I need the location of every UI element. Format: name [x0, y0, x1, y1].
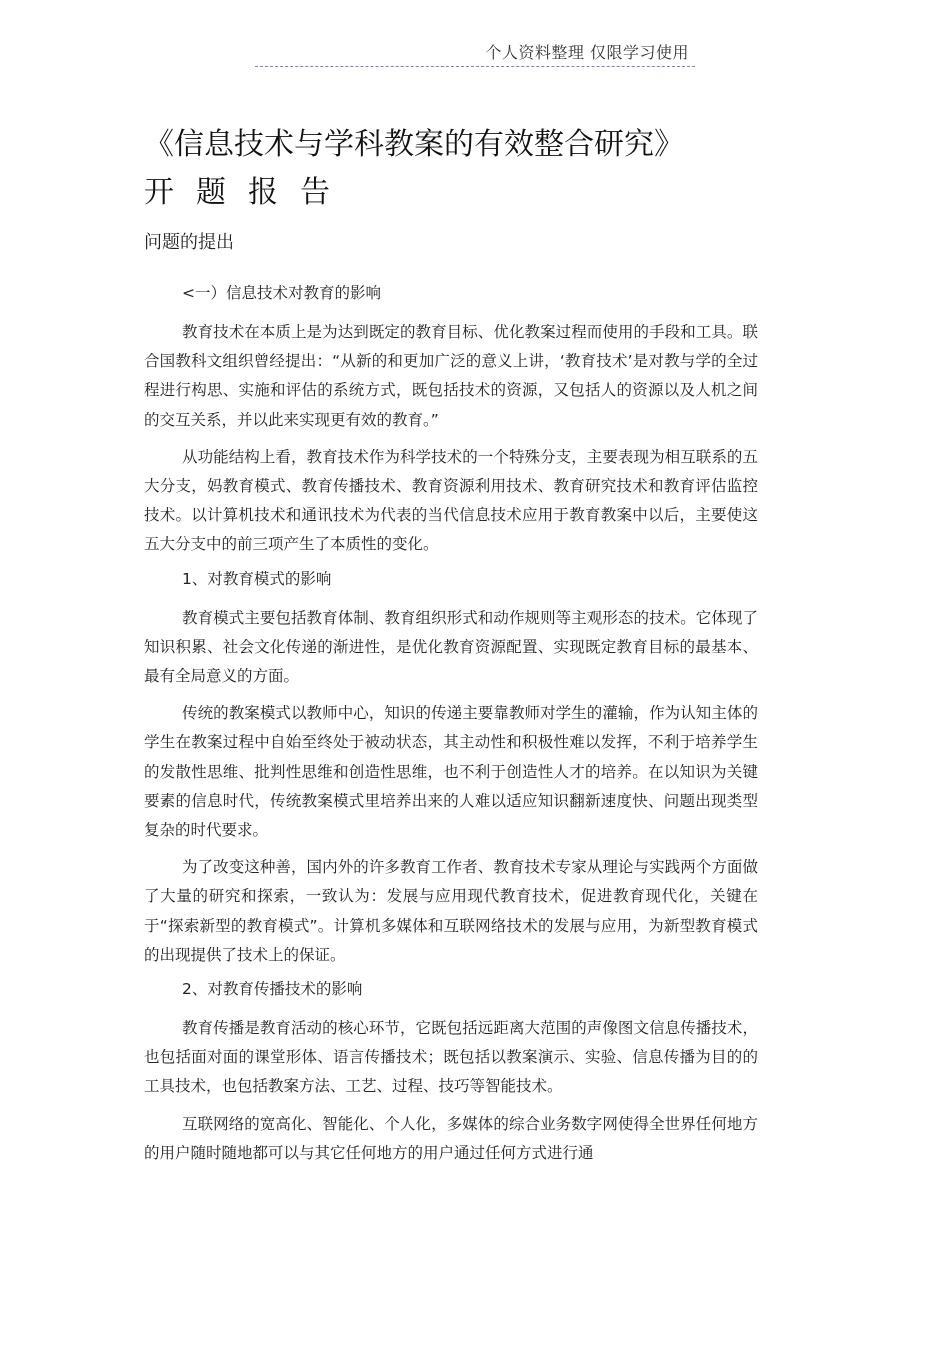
subsection-heading: 2、对教育传播技术的影响 — [182, 980, 363, 999]
document-title: 《信息技术与学科教案的有效整合研究》 — [144, 127, 684, 162]
section-heading: 问题的提出 — [144, 232, 234, 253]
paragraph: 传统的教案模式以教师中心，知识的传递主要靠教师对学生的灌输，作为认知主体的学生在教案过程中自始至终处于被动状态，其主动性和积极性难以发挥，不利于培养学生的发散性思维、批判性思维和创造性思维，也不利于创造性人才的培养。在以知识为关键要素的信息时代，传统教案模式里培养出来的人难以适应知识翻新速度快、问题出现类型复杂的时代要求。 — [144, 704, 758, 840]
header-text: 个人资料整理 仅限学习使用 — [485, 43, 689, 62]
paragraph: 教育传播是教育活动的核心环节，它既包括远距离大范围的声像图文信息传播技术，也包括面对面的课堂形体、语言传播技术；既包括以教案演示、实验、信息传播为目的的工具技术，也包括教案方法、工艺、过程、技巧等智能技术。 — [144, 1019, 758, 1096]
document-subtitle: 开题报告 — [144, 175, 352, 210]
paragraph: 教育模式主要包括教育体制、教育组织形式和动作规则等主观形态的技术。它体现了知识积累、社会文化传递的渐进性，是优化教育资源配置、实现既定教育目标的最基本、最有全局意义的方面。 — [144, 608, 758, 686]
paragraph: 为了改变这种善，国内外的许多教育工作者、教育技术专家从理论与实践两个方面做了大量的研究和探索，一致认为：发展与应用现代教育技术，促进教育现代化，关键在于“探索新型的教育模式”。计算机多媒体和互联网络技术的发展与应用，为新型教育模式的出现提供了技术上的保证。 — [144, 858, 758, 964]
page-header — [255, 42, 695, 67]
document-body — [144, 282, 758, 1176]
paragraph: 教育技术在本质上是为达到既定的教育目标、优化教案过程而使用的手段和工具。联合国教科文组织曾经提出：“从新的和更加广泛的意义上讲，‘教育技术’是对教与学的全过程进行构思、实施和评估的系统方式，既包括技术的资源，又包括人的资源以及人机之间的交互关系，并以此来实现更有效的教育。” — [144, 323, 758, 429]
subsection-heading: 1、对教育模式的影响 — [182, 569, 332, 588]
subsection-heading: <一）信息技术对教育的影响 — [182, 284, 381, 302]
paragraph: 互联网络的宽高化、智能化、个人化，多媒体的综合业务数字网使得全世界任何地方的用户随时随地都可以与其它任何地方的用户通过任何方式进行通 — [144, 1114, 758, 1162]
paragraph: 从功能结构上看，教育技术作为科学技术的一个特殊分支，主要表现为相互联系的五大分支，妈教育模式、教育传播技术、教育资源利用技术、教育研究技术和教育评估监控技术。以计算机技术和通讯技术为代表的当代信息技术应用于教育教案中以后，主要使这五大分支中的前三项产生了本质性的变化。 — [144, 447, 758, 554]
